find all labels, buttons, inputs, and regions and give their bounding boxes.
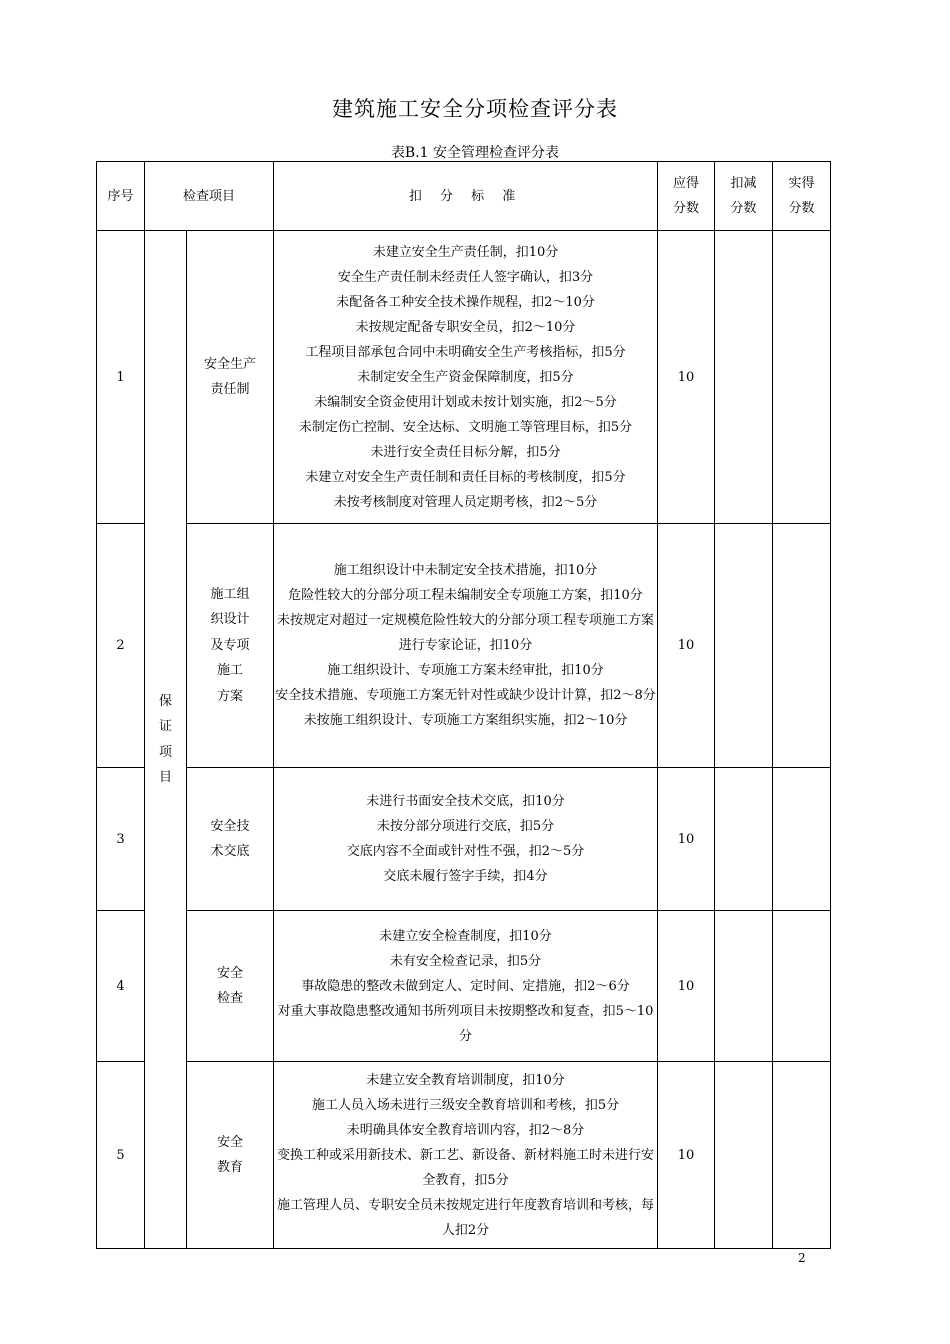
check-item: 安全生产 责任制	[187, 231, 274, 524]
check-item: 安全技 术交底	[187, 768, 274, 911]
actual-score-cell	[773, 1062, 831, 1249]
deduct-score-cell	[715, 911, 773, 1062]
actual-score-cell	[773, 524, 831, 768]
should-score: 10	[658, 768, 715, 911]
should-score: 10	[658, 911, 715, 1062]
actual-score-cell	[773, 231, 831, 524]
check-item: 施工组 织设计 及专项 施工 方案	[187, 524, 274, 768]
deduct-score-cell	[715, 1062, 773, 1249]
header-criteria: 扣 分 标 准	[274, 162, 658, 231]
should-score: 10	[658, 1062, 715, 1249]
deduct-score-cell	[715, 768, 773, 911]
header-item: 检查项目	[145, 162, 274, 231]
page-number: 2	[798, 1251, 806, 1265]
deduction-criteria: 未建立安全生产责任制，扣10分 安全生产责任制未经责任人签字确认，扣3分 未配备各工种安全技术操作规程，扣2～10分 未按规定配备专职安全员，扣2～10分 工程项目部承包合同中未明确安全生产考核指标，扣5分 未制定安全生产资金保障制度，扣5分 未编制安全资金使用计划或未按计划实施，扣2～5分 未制定伤亡控制、安全达标、文明施工等管理目标，扣5分 未进行安全责任目标分解，扣5分 未建立对安全生产责任制和责任目标的考核制度，扣5分 未按考核制度对管理人员定期考核，扣2～5分	[274, 231, 658, 524]
row-number: 1	[97, 231, 145, 524]
should-score: 10	[658, 524, 715, 768]
header-seq: 序号	[97, 162, 145, 231]
should-score: 10	[658, 231, 715, 524]
deduction-criteria: 未建立安全检查制度，扣10分 未有安全检查记录，扣5分 事故隐患的整改未做到定人、定时间、定措施，扣2～6分 对重大事故隐患整改通知书所列项目未按期整改和复查，扣5～10分	[274, 911, 658, 1062]
header-deduct-score: 扣减 分数	[715, 162, 773, 231]
table-row	[97, 231, 831, 524]
check-item: 安全 教育	[187, 1062, 274, 1249]
table-caption: 表B.1 安全管理检查评分表	[390, 145, 560, 161]
row-number: 5	[97, 1062, 145, 1249]
header-actual-score: 实得 分数	[773, 162, 831, 231]
row-number: 3	[97, 768, 145, 911]
actual-score-cell	[773, 911, 831, 1062]
deduct-score-cell	[715, 231, 773, 524]
deduction-criteria: 未建立安全教育培训制度，扣10分 施工人员入场未进行三级安全教育培训和考核，扣5分 未明确具体安全教育培训内容，扣2～8分 变换工种或采用新技术、新工艺、新设备、新材料施工时未进行安全教育，扣5分 施工管理人员、专职安全员未按规定进行年度教育培训和考核，每人扣2分	[274, 1062, 658, 1249]
check-item: 安全 检查	[187, 911, 274, 1062]
table-row	[97, 911, 831, 1062]
table-row	[97, 1062, 831, 1249]
table-row	[97, 768, 831, 911]
table-row	[97, 524, 831, 768]
row-number: 4	[97, 911, 145, 1062]
row-number: 2	[97, 524, 145, 768]
deduct-score-cell	[715, 524, 773, 768]
header-should-score: 应得 分数	[658, 162, 715, 231]
inspection-score-table	[96, 161, 831, 1249]
actual-score-cell	[773, 768, 831, 911]
deduction-criteria: 未进行书面安全技术交底，扣10分 未按分部分项进行交底，扣5分 交底内容不全面或针对性不强，扣2～5分 交底未履行签字手续，扣4分	[274, 768, 658, 911]
table-header-row	[97, 162, 831, 231]
deduction-criteria: 施工组织设计中未制定安全技术措施，扣10分 危险性较大的分部分项工程未编制安全专项施工方案，扣10分 未按规定对超过一定规模危险性较大的分部分项工程专项施工方案进行专家论证，扣10分 施工组织设计、专项施工方案未经审批，扣10分 安全技术措施、专项施工方案无针对性或缺少设计计算，扣2～8分 未按施工组织设计、专项施工方案组织实施，扣2～10分	[274, 524, 658, 768]
category-guarantee-items: 保 证 项 目	[145, 231, 187, 1249]
document-title: 建筑施工安全分项检查评分表	[332, 97, 618, 121]
